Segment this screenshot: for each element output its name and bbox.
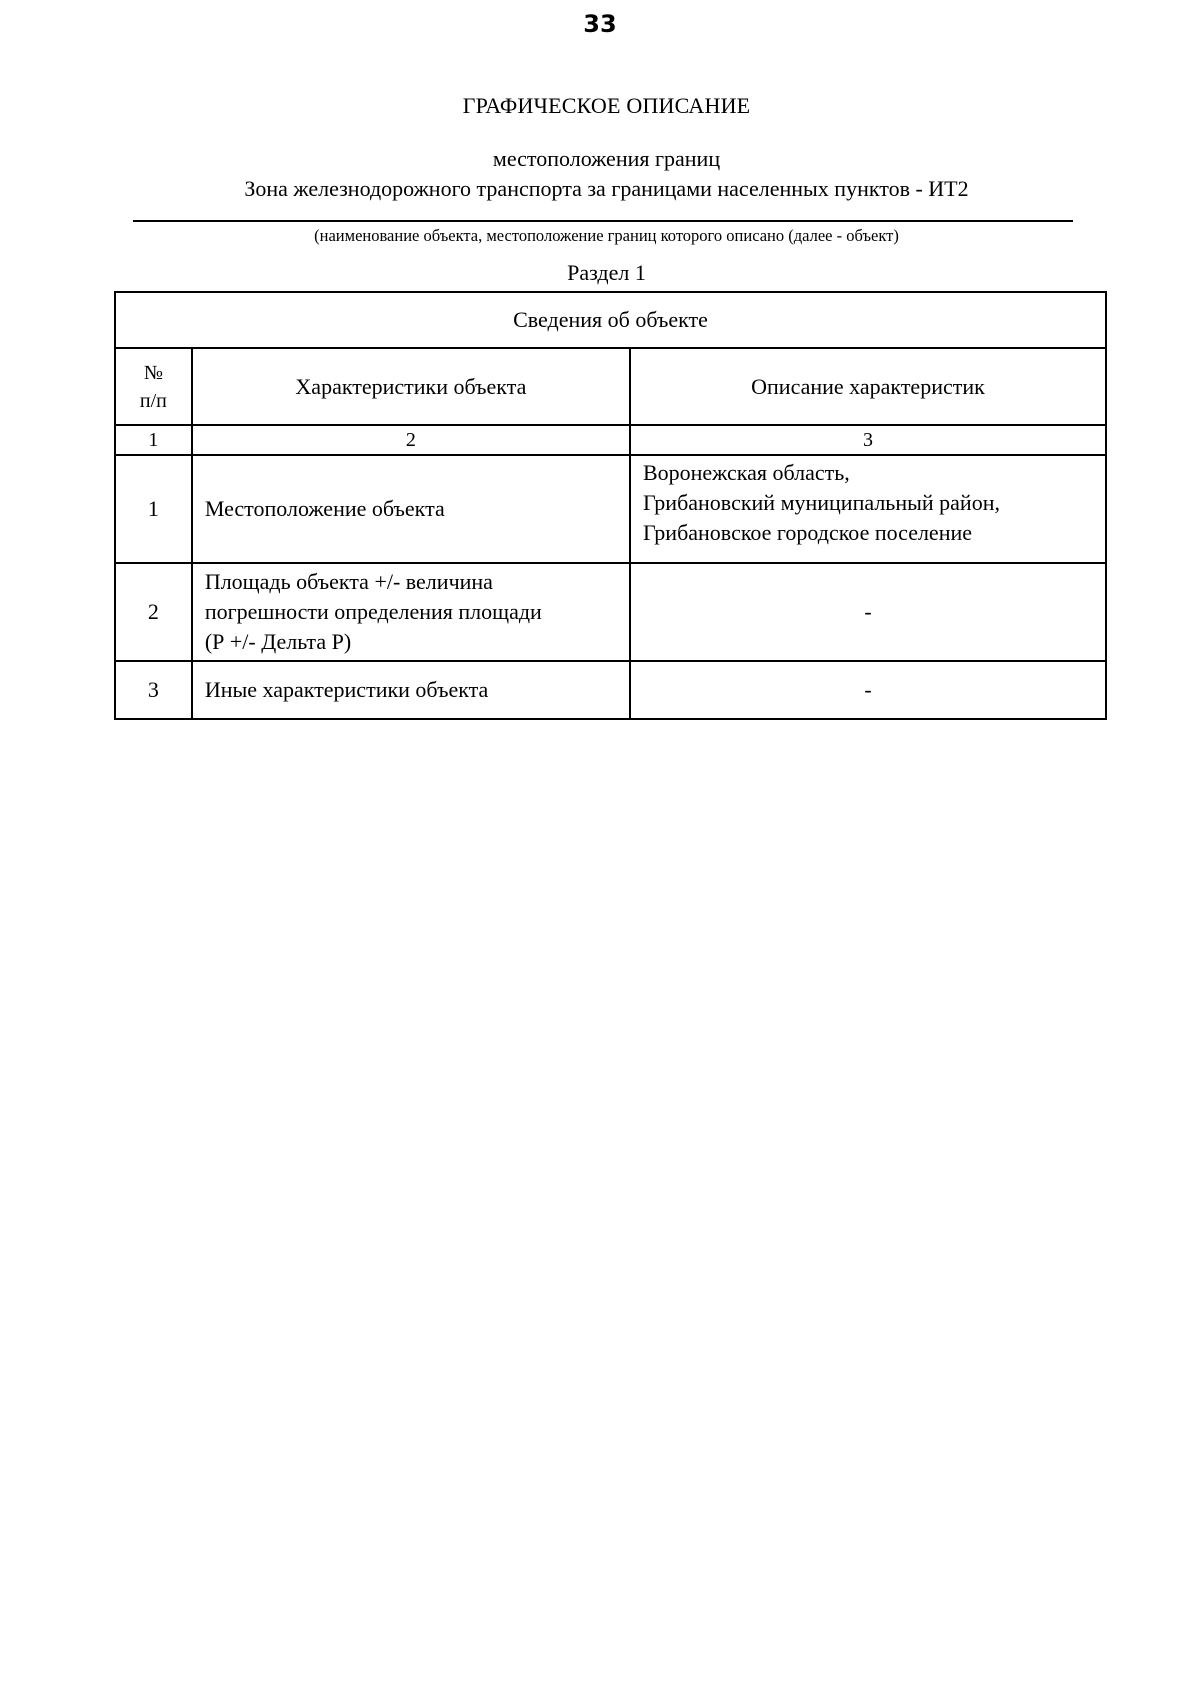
row-characteristic: [192, 455, 630, 563]
column-index-3: 3: [630, 425, 1106, 455]
row-description: -: [630, 563, 1106, 661]
document-title: ГРАФИЧЕСКОЕ ОПИСАНИЕ: [462, 93, 751, 118]
row-description: -: [630, 661, 1106, 719]
object-name-underline: [133, 220, 1073, 222]
object-info-table: [114, 291, 1107, 720]
table-caption: Сведения об объекте: [115, 292, 1106, 348]
row-description: [630, 455, 1106, 563]
description-line: Грибановский муниципальный район,: [642, 490, 1000, 515]
table-row: [115, 661, 1106, 719]
row-number: 2: [115, 563, 192, 661]
object-name: Зона железнодорожного транспорта за границами населенных пунктов - ИТ2: [244, 176, 969, 201]
section-label: Раздел 1: [567, 260, 646, 285]
column-index-row: [115, 425, 1106, 455]
row-characteristic: [192, 661, 630, 719]
column-index-2: 2: [192, 425, 630, 455]
header-number-line-2: п/п: [139, 389, 167, 412]
characteristic-line: (Р +/- Дельта Р): [204, 629, 352, 654]
header-description: Описание характеристик: [630, 348, 1106, 425]
description-line: Воронежская область,: [642, 460, 850, 485]
row-number: 3: [115, 661, 192, 719]
header-characteristics: Характеристики объекта: [192, 348, 630, 425]
header-number: [115, 348, 192, 425]
characteristic-line: Иные характеристики объекта: [204, 677, 489, 702]
table-row: [115, 563, 1106, 661]
table-row: [115, 455, 1106, 563]
row-number: 1: [115, 455, 192, 563]
characteristic-line: Площадь объекта +/- величина: [204, 569, 493, 594]
table-header-row: [115, 348, 1106, 425]
row-characteristic: [192, 563, 630, 661]
object-name-caption: (наименование объекта, местоположение границ которого описано (далее - объект): [314, 226, 899, 245]
page-number: 33: [583, 10, 617, 38]
document-subtitle: местоположения границ: [492, 146, 721, 171]
characteristic-line: Местоположение объекта: [204, 496, 445, 521]
description-line: Грибановское городское поселение: [642, 520, 973, 545]
column-index-1: 1: [115, 425, 192, 455]
characteristic-line: погрешности определения площади: [204, 599, 542, 624]
header-number-line-1: №: [143, 361, 163, 384]
